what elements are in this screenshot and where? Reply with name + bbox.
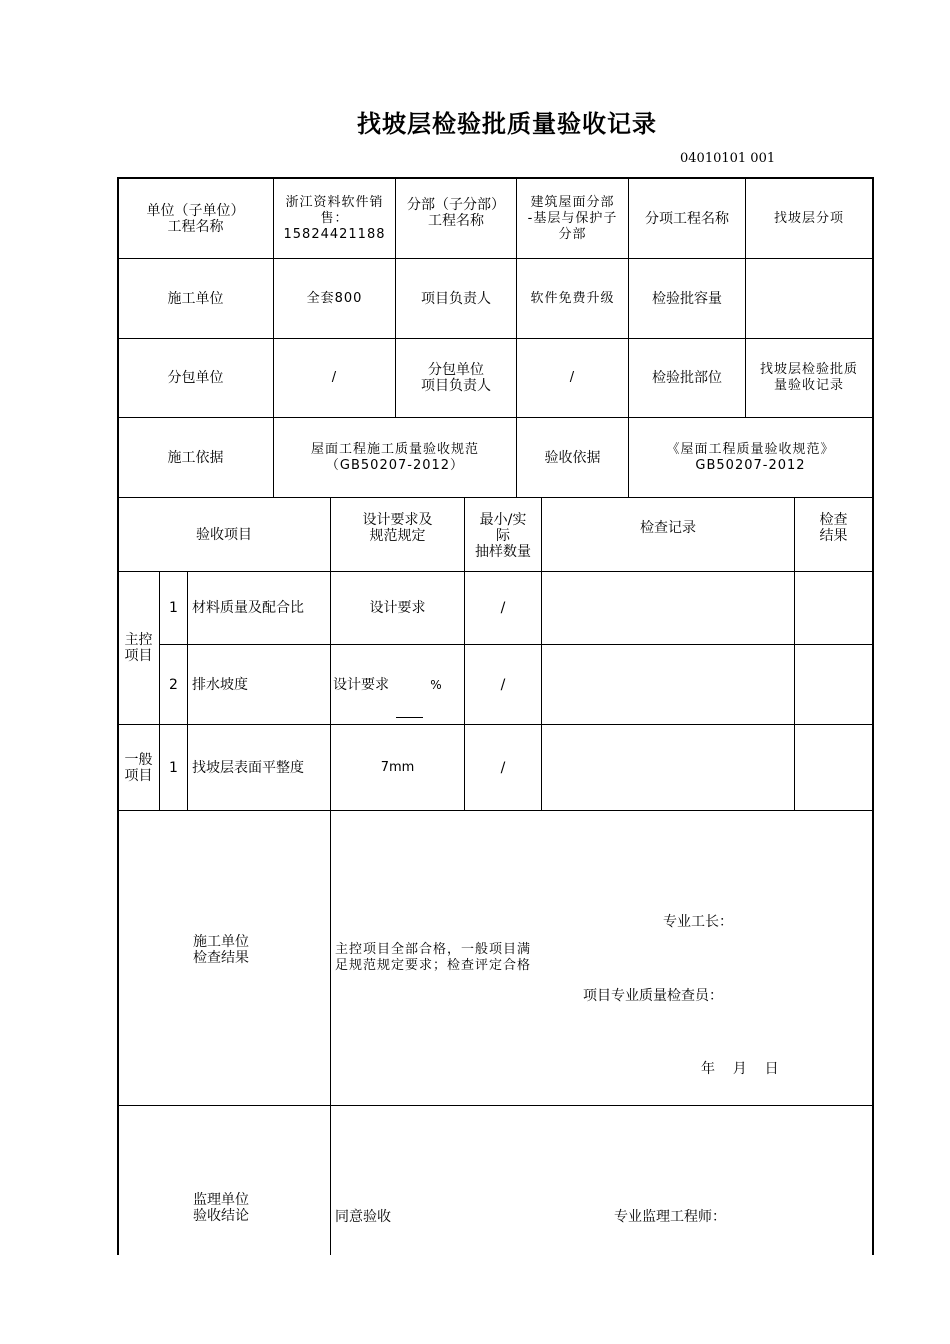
contractor-check-label: 施工单位 检查结果	[193, 934, 249, 966]
subpart-name-label: 分部（子分部） 工程名称	[407, 197, 505, 229]
supervising-engineer-label: 专业监理工程师：	[614, 1209, 726, 1225]
unit-name-label: 单位（子单位） 工程名称	[146, 202, 245, 235]
contractor-value: 全套800	[306, 290, 363, 306]
supervisor-label: 监理单位 验收结论	[193, 1192, 249, 1224]
form-code: 04010101 001	[680, 151, 776, 166]
col-check-record: 检查记录	[640, 520, 696, 536]
row-item-name: 材料质量及配合比	[192, 600, 304, 616]
unit-name-value: 浙江资料软件销 售： 15824421188	[283, 194, 386, 242]
acceptance-basis-value: 《屋面工程质量验收规范》 GB50207-2012	[666, 441, 835, 473]
page-title: 找坡层检验批质量验收记录	[357, 110, 657, 138]
row-sample-value: /	[500, 600, 506, 616]
sub-pm-value: /	[569, 370, 576, 385]
row-number: 1	[169, 600, 178, 616]
batch-part-value: 找坡层检验批质 量验收记录	[759, 362, 858, 393]
foreman-label: 专业工长：	[663, 914, 733, 930]
batch-capacity-label: 检验批容量	[652, 290, 722, 307]
row-number: 1	[169, 759, 178, 776]
row-design-value: 设计要求	[333, 676, 389, 693]
row-sample-value: /	[500, 759, 506, 776]
supervisor-conclusion: 同意验收	[335, 1209, 391, 1225]
row-item-name: 找坡层表面平整度	[192, 759, 304, 776]
sub-pm-label: 分包单位 项目负责人	[421, 362, 491, 394]
general-items-label: 一般 项目	[124, 751, 153, 784]
acceptance-basis-label: 验收依据	[544, 449, 601, 466]
batch-part-label: 检验批部位	[652, 370, 722, 386]
construction-basis-label: 施工依据	[167, 449, 224, 466]
col-check-result: 检查 结果	[819, 512, 848, 544]
inspection-date: 年 月 日	[701, 1061, 779, 1077]
row-design-value: 7mm	[380, 759, 415, 775]
item-name-label: 分项工程名称	[645, 210, 729, 227]
project-manager-value: 软件免费升级	[530, 290, 615, 306]
subpart-name-value: 建筑屋面分部 -基层与保护子 分部	[527, 194, 618, 242]
row-sample-value: /	[500, 676, 506, 693]
construction-basis-value: 屋面工程施工质量验收规范 （GB50207-2012）	[310, 441, 479, 473]
col-acceptance-item: 验收项目	[196, 526, 252, 543]
row-number: 2	[169, 676, 178, 693]
col-sample-size: 最小/实 际 抽样数量	[475, 512, 531, 560]
col-design-requirement: 设计要求及 规范规定	[362, 512, 433, 544]
subcontractor-value: /	[331, 370, 338, 385]
row-design-value: 设计要求	[369, 600, 426, 616]
subcontractor-label: 分包单位	[167, 370, 224, 386]
item-name-value: 找坡层分项	[773, 210, 844, 226]
main-control-label: 主控 项目	[124, 632, 153, 664]
project-manager-label: 项目负责人	[421, 290, 491, 307]
batch-capacity-value	[746, 259, 872, 338]
contractor-label: 施工单位	[167, 290, 224, 307]
row-design-unit: %	[430, 677, 442, 692]
quality-inspector-label: 项目专业质量检查员：	[583, 988, 723, 1004]
row-item-name: 排水坡度	[192, 676, 248, 693]
contractor-check-conclusion: 主控项目全部合格，一般项目满 足规范规定要求；检查评定合格	[335, 942, 532, 973]
